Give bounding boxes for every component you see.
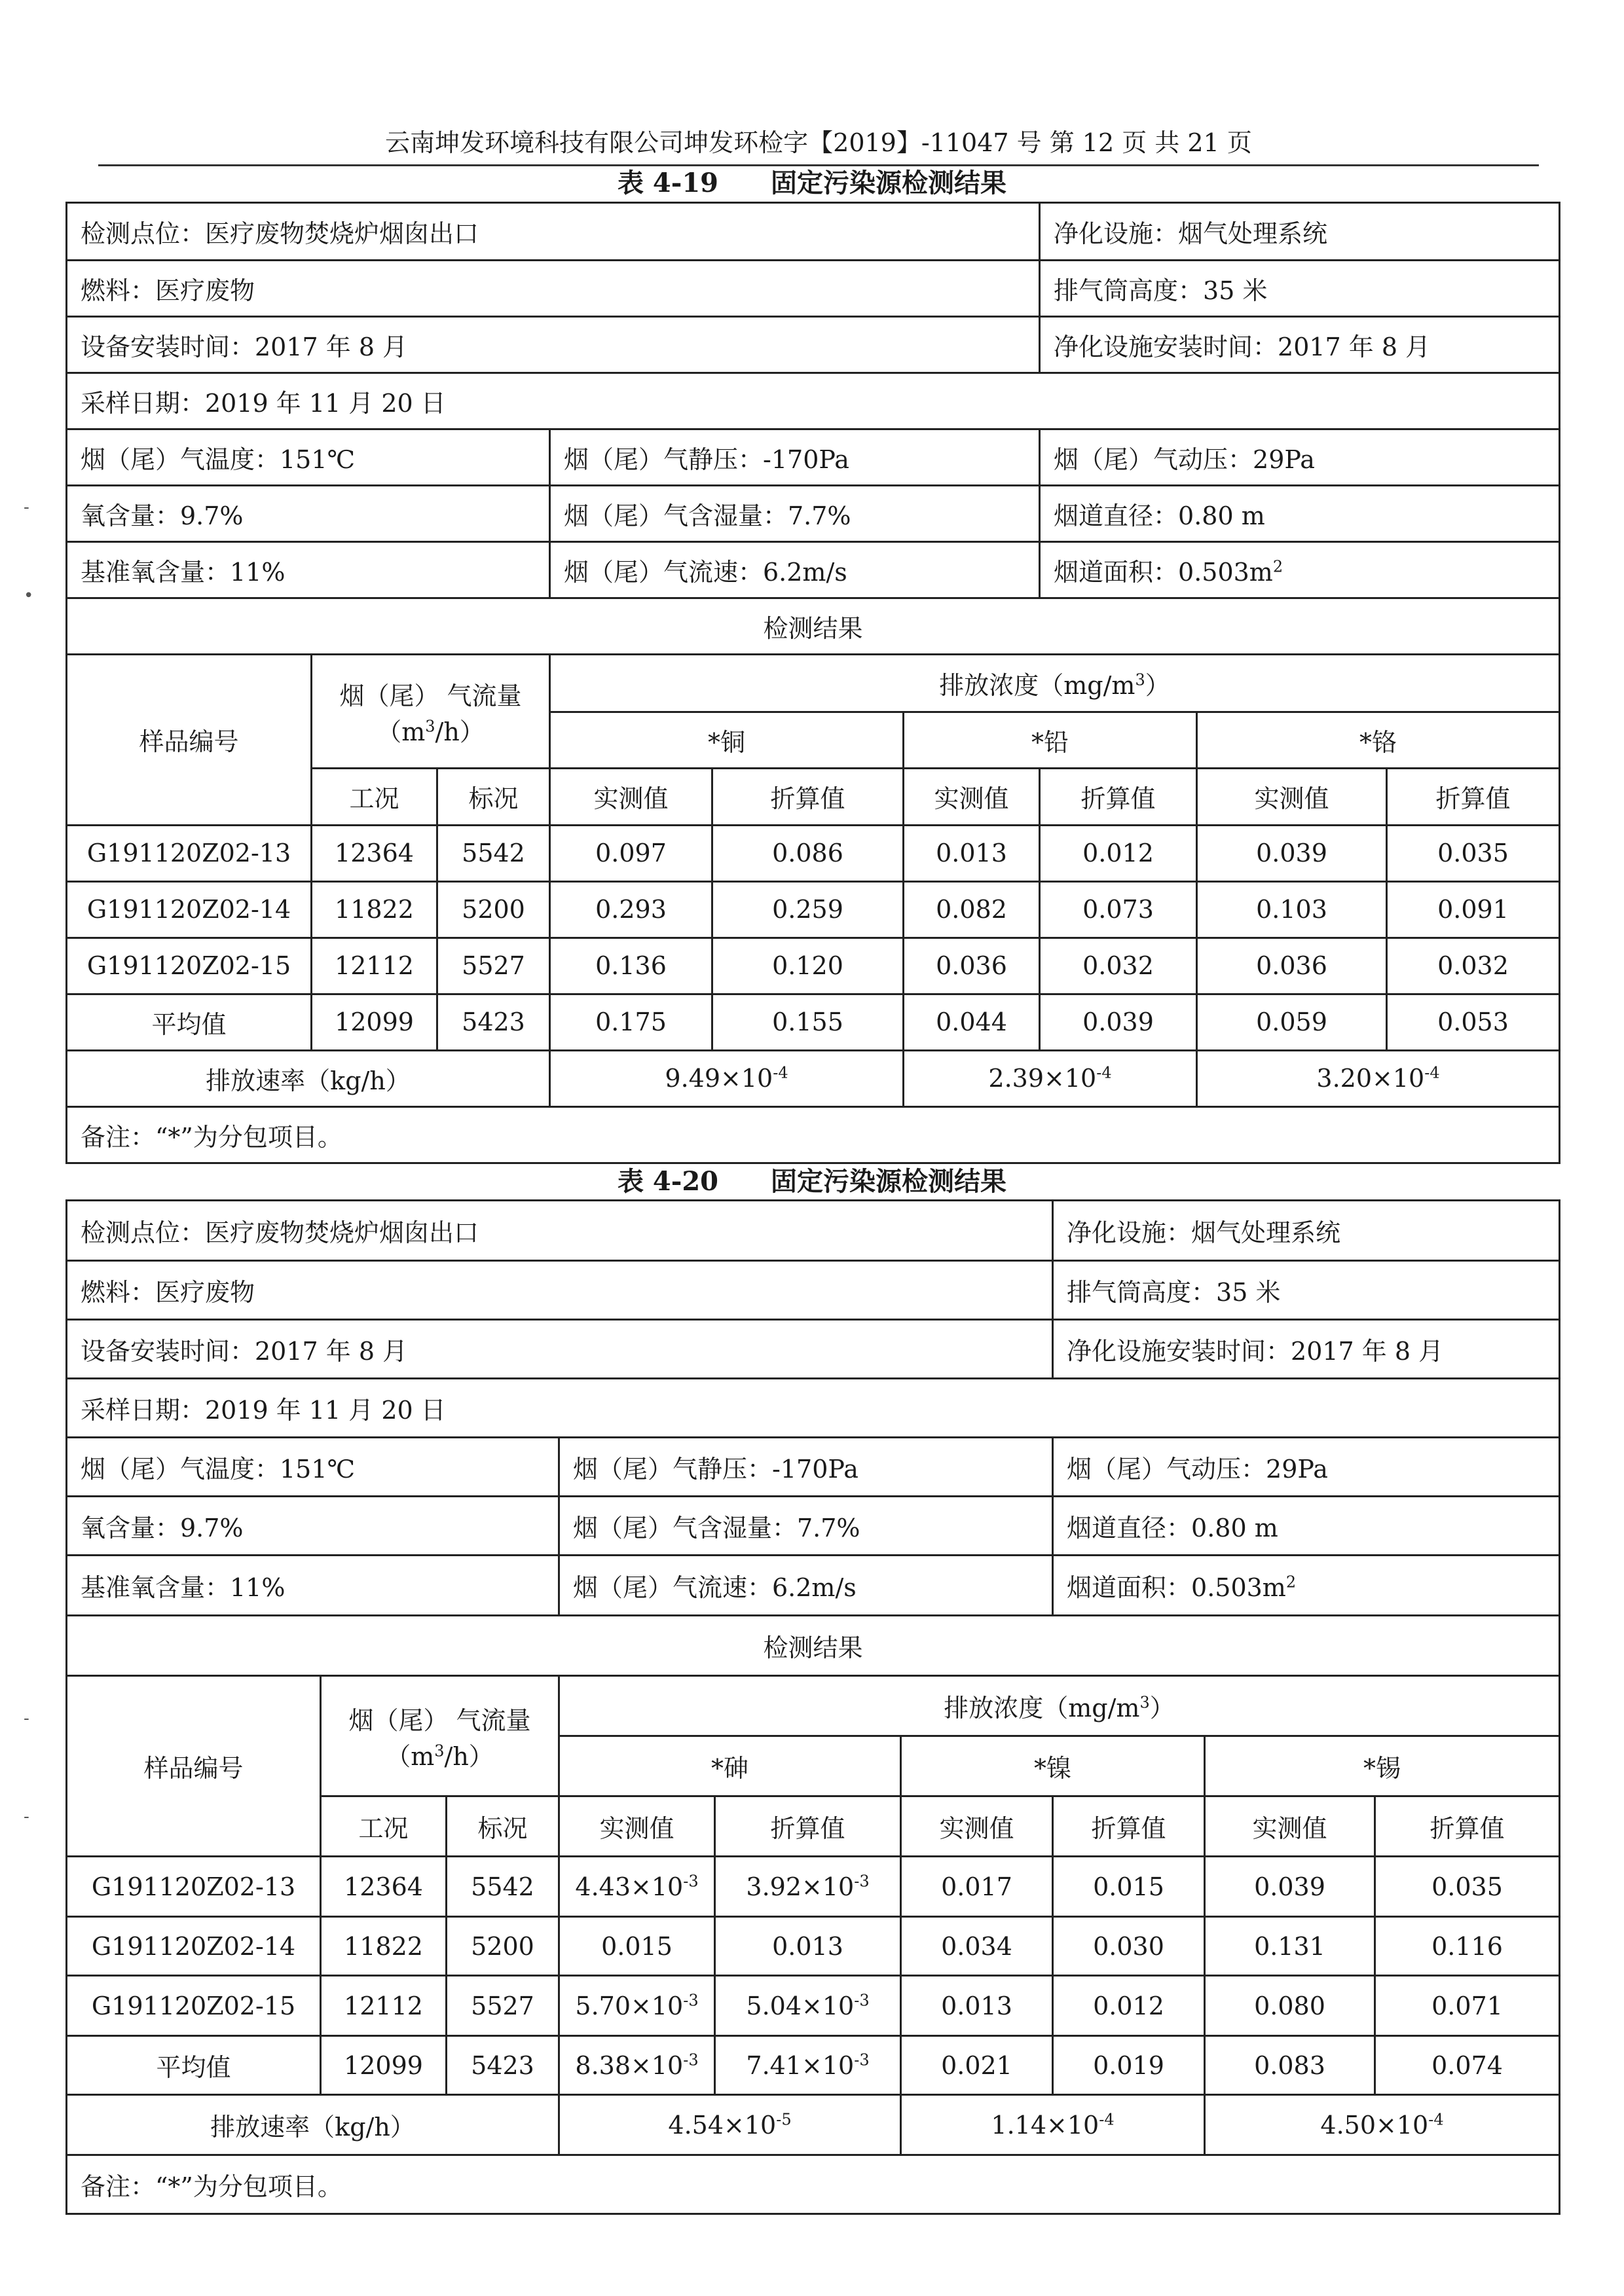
flow-work-cell: 12364 (321, 1857, 447, 1917)
table-row (67, 1379, 1560, 1438)
value-exponent: 3 (1135, 670, 1145, 689)
value-cell: 0.071 (1375, 1976, 1560, 2036)
static-pressure-cell: 烟（尾）气静压：-170Pa (559, 1438, 1053, 1497)
value-cell: 0.116 (1375, 1917, 1560, 1976)
flow-header-cell (321, 1676, 559, 1796)
header-rule (98, 164, 1539, 166)
flow-unit-label (324, 1736, 555, 1772)
value-base: 9.49×10 (665, 1064, 773, 1093)
value-exponent: -4 (773, 1063, 788, 1082)
table-caption: 表 4-19 固定污染源检测结果 (617, 168, 1007, 198)
duct-diameter-cell: 烟道直径：0.80 m (1040, 486, 1560, 542)
flow-unit-base: （m (377, 717, 426, 746)
oxygen-cell: 氧含量：9.7% (67, 486, 550, 542)
value-cell (715, 2036, 901, 2095)
flow-std-cell: 5527 (437, 938, 550, 994)
value-cell: 0.059 (1197, 994, 1387, 1050)
table-row (67, 1616, 1560, 1676)
humidity-cell: 烟（尾）气含湿量：7.7% (559, 1497, 1053, 1556)
value-cell (715, 1976, 901, 2036)
value-cell: 0.131 (1205, 1917, 1375, 1976)
flue-temp-cell: 烟（尾）气温度：151℃ (67, 1438, 559, 1497)
value-cell: 0.036 (904, 938, 1040, 994)
table-row (67, 2155, 1560, 2214)
table-row (67, 1556, 1560, 1616)
value-base: 3.92×10 (746, 1872, 855, 1901)
table-row (67, 994, 1560, 1050)
value-cell (559, 2036, 715, 2095)
rate-value-cell (904, 1050, 1197, 1106)
value-cell: 0.039 (1205, 1857, 1375, 1917)
scan-mark: - (24, 1807, 29, 1827)
measured-header-cell: 实测值 (550, 769, 712, 825)
value-cell: 0.035 (1375, 1857, 1560, 1917)
value-base: 4.54×10 (668, 2110, 777, 2140)
table-row (67, 598, 1560, 655)
value-base: 1.14×10 (991, 2110, 1099, 2140)
value-exponent: -3 (854, 1990, 870, 2009)
table-row (67, 2036, 1560, 2095)
value-cell: 0.103 (1197, 881, 1387, 938)
ref-oxygen-cell: 基准氧含量：11% (67, 542, 550, 598)
value-cell: 0.293 (550, 881, 712, 938)
table-row (67, 825, 1560, 881)
table-row (67, 486, 1560, 542)
rate-value-cell (901, 2095, 1205, 2155)
dynamic-pressure-cell: 烟（尾）气动压：29Pa (1053, 1438, 1560, 1497)
flow-unit-exponent: 3 (425, 717, 435, 736)
table-row (67, 1106, 1560, 1163)
value-cell: 0.036 (1197, 938, 1387, 994)
flow-std-cell: 5542 (437, 825, 550, 881)
emission-table (65, 1199, 1560, 2215)
converted-header-cell: 折算值 (1053, 1796, 1205, 1857)
location-cell: 检测点位：医疗废物焚烧炉烟囱出口 (67, 203, 1040, 261)
value-base: 烟道面积：0.503m (1054, 558, 1273, 587)
rate-label-cell: 排放速率（kg/h） (67, 1050, 550, 1106)
flow-std-cell: 5200 (437, 881, 550, 938)
value-cell (559, 1976, 715, 2036)
value-cell: 0.013 (904, 825, 1040, 881)
value-exponent: -5 (776, 2109, 792, 2128)
value-cell: 0.019 (1053, 2036, 1205, 2095)
flow-header-cell (312, 655, 550, 769)
sampling-date-cell: 采样日期：2019 年 11 月 20 日 (67, 373, 1560, 429)
value-base: 5.04×10 (746, 1991, 855, 2020)
install-time-cell: 设备安装时间：2017 年 8 月 (67, 317, 1040, 373)
flow-work-cell: 11822 (312, 881, 437, 938)
table-row (67, 1261, 1560, 1320)
flow-unit-suffix: /h） (435, 717, 485, 746)
value-exponent: -3 (683, 1871, 699, 1890)
table-row (67, 317, 1560, 373)
flow-work-cell: 12364 (312, 825, 437, 881)
results-title-cell: 检测结果 (67, 1616, 1560, 1676)
table-row (67, 542, 1560, 598)
value-exponent: -3 (854, 1871, 870, 1890)
flow-std-cell: 5423 (447, 2036, 559, 2095)
value-cell: 0.259 (712, 881, 904, 938)
sample-id-cell: 平均值 (67, 2036, 321, 2095)
measured-header-cell: 实测值 (1205, 1796, 1375, 1857)
value-base: 7.41×10 (746, 2050, 855, 2080)
value-cell: 0.044 (904, 994, 1040, 1050)
results-title-cell: 检测结果 (67, 598, 1560, 655)
flow-work-cell: 12112 (312, 938, 437, 994)
value-cell: 0.136 (550, 938, 712, 994)
table-row (67, 373, 1560, 429)
table-row (67, 655, 1560, 712)
value-base: 4.43×10 (575, 1872, 684, 1901)
flow-speed-cell: 烟（尾）气流速：6.2m/s (559, 1556, 1053, 1616)
sample-id-cell: G191120Z02-13 (67, 1857, 321, 1917)
sample-id-cell: G191120Z02-14 (67, 881, 312, 938)
fuel-cell: 燃料：医疗废物 (67, 1261, 1053, 1320)
note-cell: 备注：“*”为分包项目。 (67, 1106, 1560, 1163)
value-cell: 0.030 (1053, 1917, 1205, 1976)
table-row (67, 881, 1560, 938)
table-row (67, 1917, 1560, 1976)
value-base: 4.50×10 (1320, 2110, 1429, 2140)
dynamic-pressure-cell: 烟（尾）气动压：29Pa (1040, 429, 1560, 486)
value-cell: 0.013 (901, 1976, 1053, 2036)
static-pressure-cell: 烟（尾）气静压：-170Pa (550, 429, 1040, 486)
fuel-cell: 燃料：医疗废物 (67, 261, 1040, 317)
value-base: 烟道面积：0.503m (1067, 1573, 1286, 1602)
table-row (67, 1320, 1560, 1379)
value-base: 排放浓度（mg/m (944, 1694, 1140, 1722)
rate-value-cell (1205, 2095, 1560, 2155)
table-row (67, 1976, 1560, 2036)
table-row (67, 429, 1560, 486)
location-cell: 检测点位：医疗废物焚烧炉烟囱出口 (67, 1201, 1053, 1261)
pollutant-header-cell: *砷 (559, 1736, 901, 1796)
rate-value-cell (1197, 1050, 1560, 1106)
value-cell (559, 1857, 715, 1917)
table-row (67, 1201, 1560, 1261)
value-exponent: 3 (1139, 1693, 1150, 1712)
value-cell: 0.097 (550, 825, 712, 881)
flow-unit-exponent: 3 (434, 1741, 445, 1760)
table-row (67, 1497, 1560, 1556)
value-exponent: 2 (1285, 1573, 1297, 1592)
flow-work-cell: 12112 (321, 1976, 447, 2036)
value-exponent: -3 (854, 2050, 870, 2069)
purif-install-cell: 净化设施安装时间：2017 年 8 月 (1053, 1320, 1560, 1379)
value-cell: 0.017 (901, 1857, 1053, 1917)
value-exponent: -4 (1099, 2109, 1115, 2128)
value-cell: 0.032 (1387, 938, 1560, 994)
value-cell: 0.053 (1387, 994, 1560, 1050)
converted-header-cell: 折算值 (1387, 769, 1560, 825)
flow-std-cell: 5527 (447, 1976, 559, 2036)
table-row (67, 203, 1560, 261)
scan-mark: - (24, 498, 29, 517)
converted-header-cell: 折算值 (1375, 1796, 1560, 1857)
purification-cell: 净化设施：烟气处理系统 (1040, 203, 1560, 261)
concentration-header-cell (550, 655, 1560, 712)
sample-id-cell: G191120Z02-15 (67, 938, 312, 994)
purif-install-cell: 净化设施安装时间：2017 年 8 月 (1040, 317, 1560, 373)
stack-height-cell: 排气筒高度：35 米 (1053, 1261, 1560, 1320)
flow-std-cell: 5423 (437, 994, 550, 1050)
value-exponent: -3 (683, 1990, 699, 2009)
value-exponent: -4 (1096, 1063, 1112, 1082)
purification-cell: 净化设施：烟气处理系统 (1053, 1201, 1560, 1261)
value-cell: 0.021 (901, 2036, 1053, 2095)
concentration-header-cell (559, 1676, 1560, 1736)
scan-mark: • (24, 586, 34, 606)
flow-unit-base: （m (386, 1741, 435, 1771)
value-base: 排放浓度（mg/m (939, 671, 1135, 701)
value-cell: 0.080 (1205, 1976, 1375, 2036)
install-time-cell: 设备安装时间：2017 年 8 月 (67, 1320, 1053, 1379)
value-cell: 0.032 (1040, 938, 1197, 994)
measured-header-cell: 实测值 (904, 769, 1040, 825)
value-cell: 0.013 (715, 1917, 901, 1976)
value-suffix: ） (1145, 671, 1170, 701)
value-cell: 0.083 (1205, 2036, 1375, 2095)
value-base: 8.38×10 (575, 2050, 684, 2080)
value-base: 2.39×10 (988, 1064, 1097, 1093)
value-cell: 0.073 (1040, 881, 1197, 938)
flow-work-cell: 12099 (321, 2036, 447, 2095)
sample-id-cell: 平均值 (67, 994, 312, 1050)
value-cell: 0.120 (712, 938, 904, 994)
note-cell: 备注：“*”为分包项目。 (67, 2155, 1560, 2214)
value-cell: 0.074 (1375, 2036, 1560, 2095)
value-cell (715, 1857, 901, 1917)
rate-value-cell (559, 2095, 901, 2155)
duct-diameter-cell: 烟道直径：0.80 m (1053, 1497, 1560, 1556)
value-cell: 0.015 (1053, 1857, 1205, 1917)
value-cell: 0.039 (1197, 825, 1387, 881)
rate-value-cell (550, 1050, 904, 1106)
measured-header-cell: 实测值 (559, 1796, 715, 1857)
value-cell: 0.155 (712, 994, 904, 1050)
flow-header-label: 烟（尾） 气流量 (339, 681, 522, 710)
value-cell: 0.012 (1053, 1976, 1205, 2036)
pollutant-header-cell: *镍 (901, 1736, 1205, 1796)
table-row (67, 938, 1560, 994)
condition-std-cell: 标况 (437, 769, 550, 825)
flue-temp-cell: 烟（尾）气温度：151℃ (67, 429, 550, 486)
table-caption: 表 4-20 固定污染源检测结果 (617, 1166, 1007, 1197)
condition-work-cell: 工况 (312, 769, 437, 825)
value-cell: 0.082 (904, 881, 1040, 938)
flow-std-cell: 5542 (447, 1857, 559, 1917)
table-row (67, 261, 1560, 317)
flow-speed-cell: 烟（尾）气流速：6.2m/s (550, 542, 1040, 598)
sample-id-cell: G191120Z02-15 (67, 1976, 321, 2036)
pollutant-header-cell: *锡 (1205, 1736, 1560, 1796)
converted-header-cell: 折算值 (1040, 769, 1197, 825)
table-row (67, 1050, 1560, 1106)
sample-id-cell: G191120Z02-14 (67, 1917, 321, 1976)
flow-work-cell: 12099 (312, 994, 437, 1050)
emission-table (65, 202, 1560, 1164)
pollutant-header-cell: *铬 (1197, 712, 1560, 769)
flow-work-cell: 11822 (321, 1917, 447, 1976)
value-cell: 0.015 (559, 1917, 715, 1976)
value-base: 5.70×10 (575, 1991, 684, 2020)
value-suffix: ） (1149, 1694, 1175, 1722)
duct-area-cell (1053, 1556, 1560, 1616)
value-exponent: -4 (1424, 1063, 1440, 1082)
rate-label-cell: 排放速率（kg/h） (67, 2095, 559, 2155)
humidity-cell: 烟（尾）气含湿量：7.7% (550, 486, 1040, 542)
value-exponent: -4 (1428, 2109, 1444, 2128)
value-cell: 0.039 (1040, 994, 1197, 1050)
sample-header-cell: 样品编号 (67, 1676, 321, 1857)
condition-std-cell: 标况 (447, 1796, 559, 1857)
converted-header-cell: 折算值 (715, 1796, 901, 1857)
page-header: 云南坤发环境科技有限公司坤发环检字【2019】-11047 号 第 12 页 共 21 页 (385, 128, 1252, 157)
stack-height-cell: 排气筒高度：35 米 (1040, 261, 1560, 317)
table-row (67, 1676, 1560, 1736)
table-row (67, 1857, 1560, 1917)
value-cell: 0.175 (550, 994, 712, 1050)
sample-header-cell: 样品编号 (67, 655, 312, 825)
pollutant-header-cell: *铜 (550, 712, 904, 769)
scan-mark: - (24, 1709, 29, 1728)
table-row (67, 2095, 1560, 2155)
flow-unit-suffix: /h） (444, 1741, 494, 1771)
value-cell: 0.012 (1040, 825, 1197, 881)
value-exponent: -3 (683, 2050, 699, 2069)
measured-header-cell: 实测值 (1197, 769, 1387, 825)
value-cell: 0.091 (1387, 881, 1560, 938)
oxygen-cell: 氧含量：9.7% (67, 1497, 559, 1556)
pollutant-header-cell: *铅 (904, 712, 1197, 769)
duct-area-cell (1040, 542, 1560, 598)
condition-work-cell: 工况 (321, 1796, 447, 1857)
value-exponent: 2 (1272, 557, 1283, 576)
value-cell: 0.034 (901, 1917, 1053, 1976)
value-base: 3.20×10 (1316, 1064, 1425, 1093)
flow-header-label: 烟（尾） 气流量 (348, 1705, 531, 1735)
flow-std-cell: 5200 (447, 1917, 559, 1976)
sampling-date-cell: 采样日期：2019 年 11 月 20 日 (67, 1379, 1560, 1438)
value-cell: 0.086 (712, 825, 904, 881)
sample-id-cell: G191120Z02-13 (67, 825, 312, 881)
converted-header-cell: 折算值 (712, 769, 904, 825)
value-cell: 0.035 (1387, 825, 1560, 881)
table-row (67, 1438, 1560, 1497)
ref-oxygen-cell: 基准氧含量：11% (67, 1556, 559, 1616)
flow-unit-label (315, 712, 546, 748)
measured-header-cell: 实测值 (901, 1796, 1053, 1857)
